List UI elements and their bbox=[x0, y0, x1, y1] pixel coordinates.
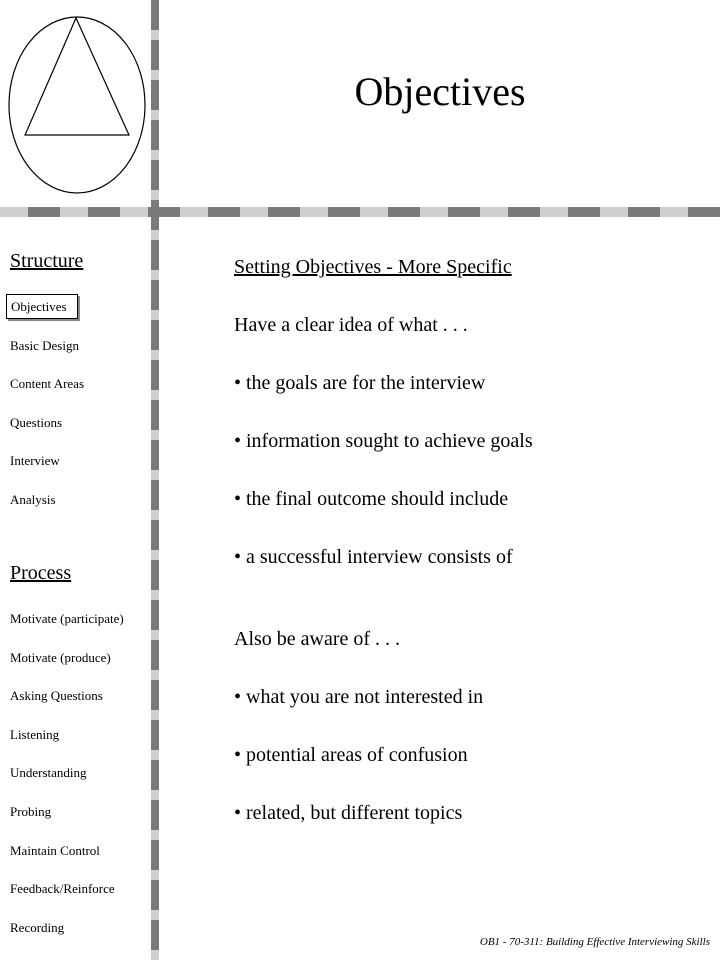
bullet-item: • what you are not interested in bbox=[234, 686, 484, 708]
bullet-item: • the final outcome should include bbox=[234, 488, 509, 510]
nav-item-analysis[interactable]: Analysis bbox=[10, 491, 56, 507]
structure-nav bbox=[10, 299, 84, 531]
main-content bbox=[234, 255, 704, 859]
content-heading: Setting Objectives - More Specific bbox=[234, 256, 512, 278]
nav-item-feedback-reinforce[interactable]: Feedback/Reinforce bbox=[10, 881, 115, 897]
process-nav bbox=[10, 611, 124, 958]
triangle-circle-logo-icon bbox=[6, 14, 148, 196]
nav-item-interview[interactable]: Interview bbox=[10, 453, 60, 469]
page-title: Objectives bbox=[354, 69, 526, 114]
nav-item-content-areas[interactable]: Content Areas bbox=[10, 376, 85, 392]
bullet-item: • information sought to achieve goals bbox=[234, 430, 533, 452]
nav-item-recording[interactable]: Recording bbox=[10, 919, 65, 935]
nav-item-questions[interactable]: Questions bbox=[10, 414, 62, 430]
structure-heading: Structure bbox=[10, 250, 84, 272]
horizontal-divider bbox=[0, 207, 720, 217]
nav-item-maintain-control[interactable]: Maintain Control bbox=[10, 842, 100, 858]
bullet-item: • the goals are for the interview bbox=[234, 372, 486, 394]
nav-item-motivate-participate[interactable]: Motivate (participate) bbox=[10, 611, 124, 626]
bullet-item: • related, but different topics bbox=[234, 802, 463, 824]
bullet-item: • potential areas of confusion bbox=[234, 744, 468, 766]
nav-item-listening[interactable]: Listening bbox=[10, 726, 60, 742]
intro-text: Have a clear idea of what . . . bbox=[234, 314, 468, 336]
vertical-divider bbox=[151, 0, 159, 960]
process-heading: Process bbox=[10, 562, 72, 584]
nav-item-basic-design[interactable]: Basic Design bbox=[10, 337, 79, 353]
nav-item-understanding[interactable]: Understanding bbox=[10, 765, 87, 781]
nav-item-motivate-produce[interactable]: Motivate (produce) bbox=[10, 649, 111, 665]
footer-course-label: OB1 - 70-311: Building Effective Interviewing Skills bbox=[479, 936, 710, 948]
nav-item-probing[interactable]: Probing bbox=[10, 803, 52, 819]
nav-item-objectives[interactable]: Objectives bbox=[10, 299, 84, 338]
intro-text-2: Also be aware of . . . bbox=[234, 628, 401, 650]
bullet-item: • a successful interview consists of bbox=[234, 546, 513, 568]
nav-item-asking-questions[interactable]: Asking Questions bbox=[10, 688, 103, 704]
